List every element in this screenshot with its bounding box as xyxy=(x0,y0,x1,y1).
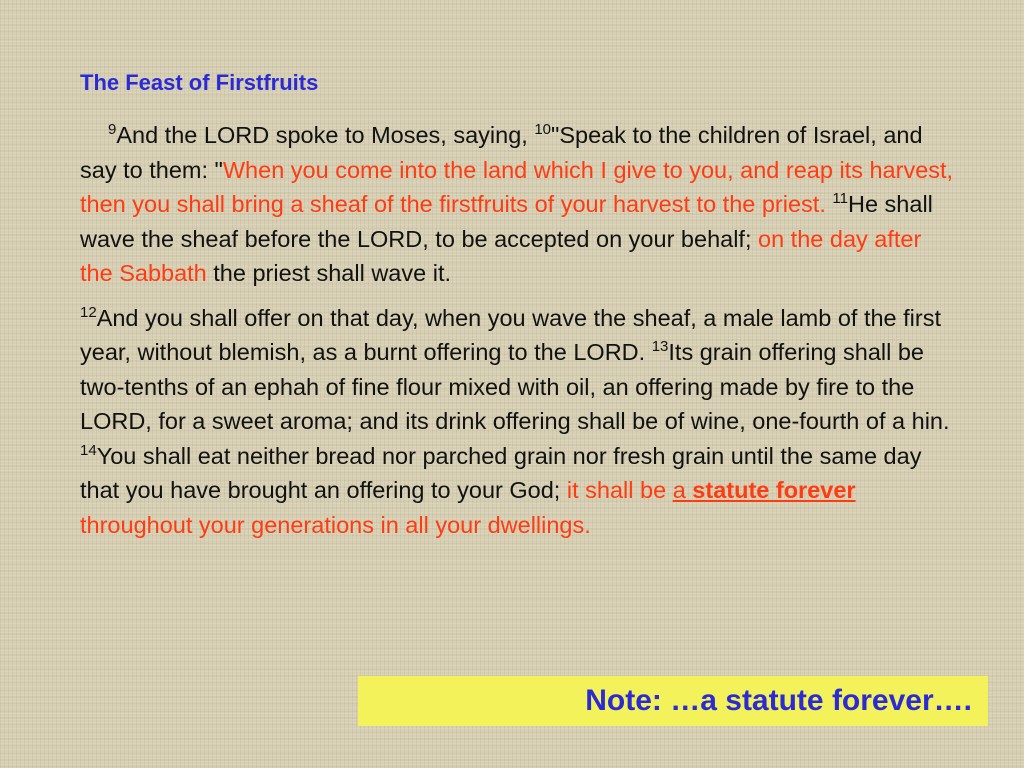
verse-number-13: 13 xyxy=(651,338,669,355)
verse-number-9: 9 xyxy=(108,121,117,138)
passage-paragraph-1 xyxy=(80,118,960,291)
slide-title: The Feast of Firstfruits xyxy=(80,70,319,95)
passage-paragraph-2 xyxy=(80,301,960,543)
verse-text: He shall wave the sheaf before the LORD, to be accepted on your behalf; xyxy=(80,191,933,252)
scripture-passage xyxy=(80,118,960,542)
verse-text: You shall eat neither bread nor parched grain nor fresh grain until the same day that you have brought an offering to your God; xyxy=(80,442,922,503)
highlighted-text: a xyxy=(672,477,693,503)
note-box xyxy=(358,676,988,726)
verse-number-10: 10 xyxy=(534,121,552,138)
verse-number-11: 11 xyxy=(832,190,848,207)
highlighted-text: it shall be xyxy=(566,477,673,503)
verse-number-12: 12 xyxy=(80,303,97,321)
highlighted-text: When you come into the land which I give to you, and reap its harvest, then you shall bring a sheaf of the firstfruits of your harvest to the priest. xyxy=(80,156,954,217)
verse-text: And the LORD spoke to Moses, saying, xyxy=(116,122,535,148)
verse-number-14: 14 xyxy=(80,441,97,459)
note-text: Note: …a statute forever…. xyxy=(585,684,972,717)
verse-text: And you shall offer on that day, when you wave the sheaf, a male lamb of the first year, without blemish, as a burnt offering to the LORD. xyxy=(80,304,942,365)
verse-text: "Speak to the children of Israel, and say to them: " xyxy=(80,122,923,183)
statute-forever-emphasis: statute forever xyxy=(692,477,856,503)
highlighted-text: throughout your generations in all your dwellings. xyxy=(80,511,591,538)
verse-text: Its grain offering shall be two-tenths of an ephah of fine flour mixed with oil, an offering made by fire to the LORD, for a sweet aroma; and its drink offering shall be of wine, one-fourth of a hin. xyxy=(80,339,950,434)
verse-text: the priest shall wave it. xyxy=(206,260,451,286)
highlighted-text: on the day after the Sabbath xyxy=(80,225,922,286)
